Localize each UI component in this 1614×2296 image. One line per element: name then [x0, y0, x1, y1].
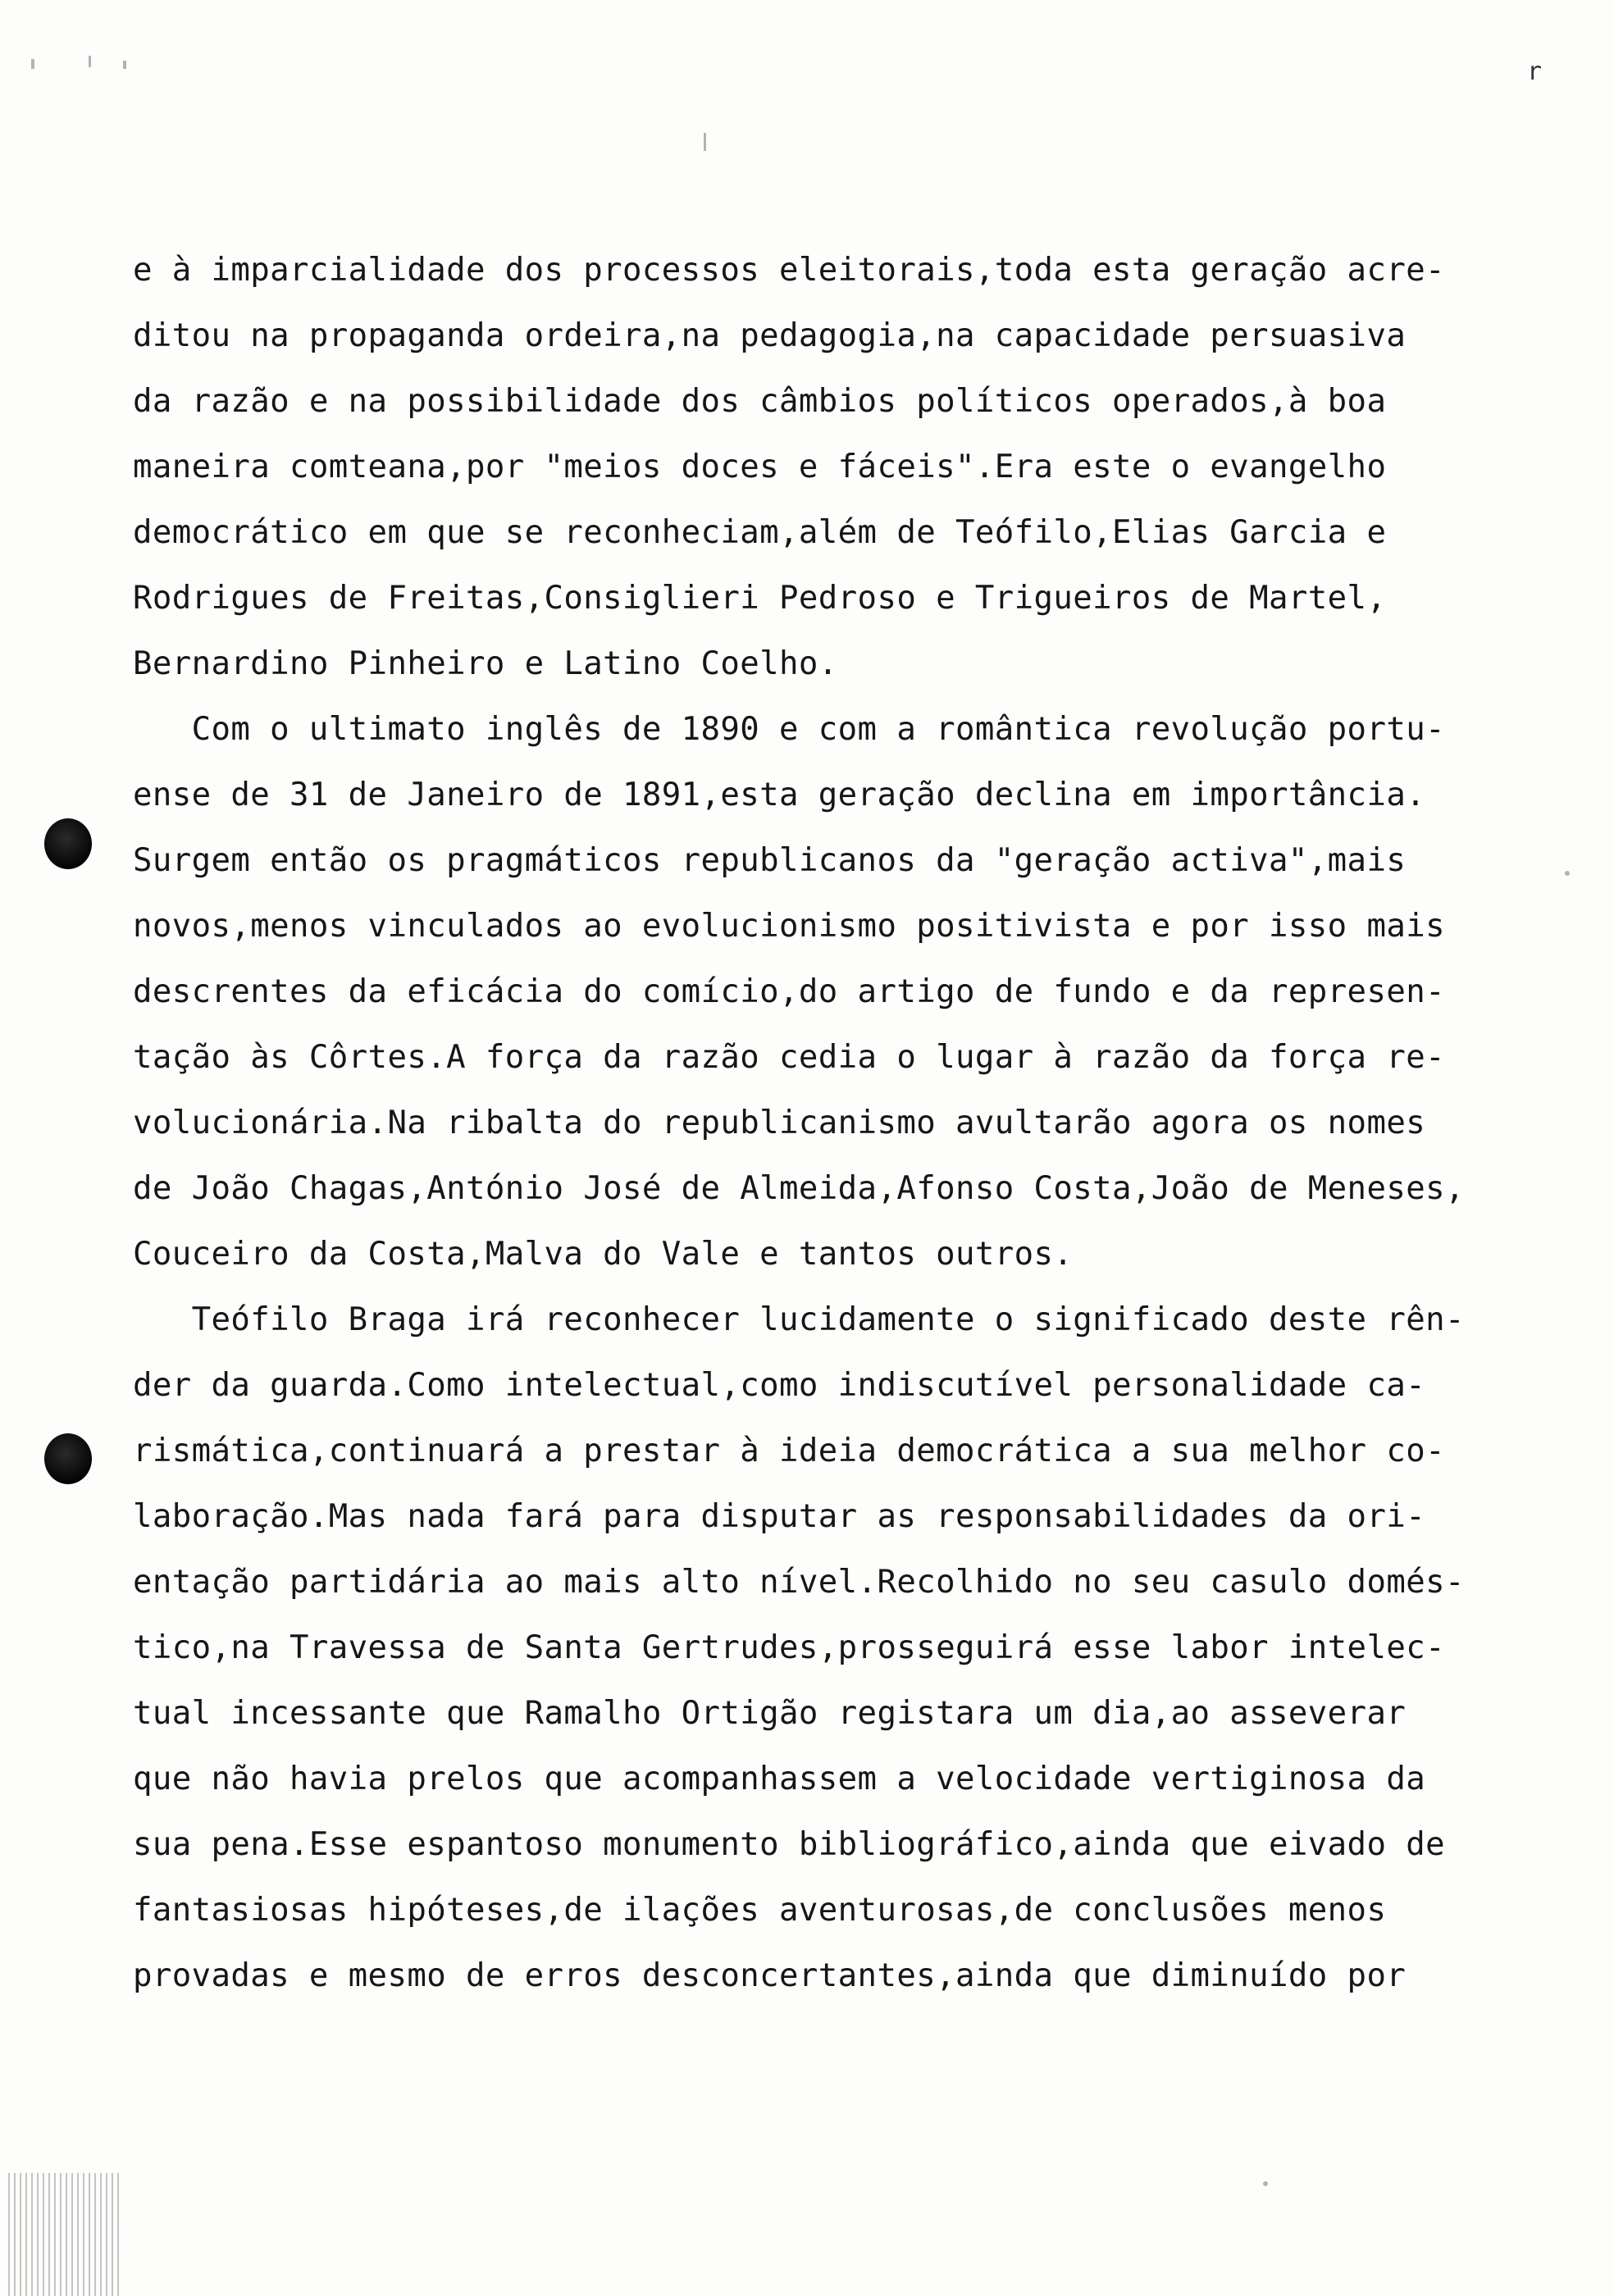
text-line: de João Chagas,António José de Almeida,Afonso Costa,João de Meneses,: [133, 1170, 1465, 1207]
text-line: da razão e na possibilidade dos câmbios políticos operados,à boa: [133, 383, 1387, 420]
scan-edge-texture-bottom: [8, 2173, 123, 2296]
text-line: Couceiro da Costa,Malva do Vale e tantos outros.: [133, 1236, 1074, 1273]
text-line: descrentes da eficácia do comício,do artigo de fundo e da represen-: [133, 973, 1445, 1010]
text-line: tual incessante que Ramalho Ortigão registara um dia,ao asseverar: [133, 1695, 1407, 1732]
text-line: democrático em que se reconheciam,além de Teófilo,Elias Garcia e: [133, 514, 1387, 551]
text-line: Rodrigues de Freitas,Consiglieri Pedroso e Trigueiros de Martel,: [133, 580, 1387, 617]
text-line: e à imparcialidade dos processos eleitorais,toda esta geração acre-: [133, 252, 1445, 289]
scan-speck-top-left: [31, 59, 34, 69]
text-line: Bernardino Pinheiro e Latino Coelho.: [133, 645, 838, 682]
text-line: novos,menos vinculados ao evolucionismo positivista e por isso mais: [133, 908, 1445, 945]
text-line: sua pena.Esse espantoso monumento bibliográfico,ainda que eivado de: [133, 1826, 1445, 1863]
text-line: tico,na Travessa de Santa Gertrudes,prosseguirá esse labor intelec-: [133, 1629, 1445, 1666]
text-line: rismática,continuará a prestar à ideia democrática a sua melhor co-: [133, 1433, 1445, 1469]
text-line: laboração.Mas nada fará para disputar as responsabilidades da ori-: [133, 1498, 1426, 1535]
text-line: Surgem então os pragmáticos republicanos da "geração activa",mais: [133, 842, 1407, 879]
text-line: entação partidária ao mais alto nível.Recolhido no seu casulo domés-: [133, 1564, 1465, 1601]
scan-speck-bottom: [1263, 2181, 1268, 2186]
punch-hole-lower: [44, 1433, 92, 1484]
text-line: der da guarda.Como intelectual,como indiscutível personalidade ca-: [133, 1367, 1426, 1404]
text-line: Com o ultimato inglês de 1890 e com a romântica revolução portu-: [133, 711, 1445, 748]
text-line: ense de 31 de Janeiro de 1891,esta geração declina em importância.: [133, 777, 1426, 813]
scan-speck-top-left-2: [89, 56, 91, 67]
text-line: tação às Côrtes.A força da razão cedia o lugar à razão da força re-: [133, 1039, 1445, 1076]
text-line: maneira comteana,por "meios doces e fáceis".Era este o evangelho: [133, 449, 1387, 485]
text-line: provadas e mesmo de erros desconcertantes,ainda que diminuído por: [133, 1957, 1407, 1994]
text-line: que não havia prelos que acompanhassem a velocidade vertiginosa da: [133, 1761, 1426, 1797]
text-line: fantasiosas hipóteses,de ilações aventurosas,de conclusões menos: [133, 1892, 1387, 1929]
text-line: ditou na propaganda ordeira,na pedagogia,na capacidade persuasiva: [133, 317, 1407, 354]
punch-hole-upper: [44, 818, 92, 869]
scan-speck-right: [1565, 871, 1570, 876]
scan-speck-top-left-3: [123, 61, 126, 69]
text-line: Teófilo Braga irá reconhecer lucidamente o significado deste rên-: [133, 1301, 1465, 1338]
page-number-marker: r: [1527, 57, 1543, 86]
scan-speck-top: [704, 133, 706, 151]
text-line: volucionária.Na ribalta do republicanismo avultarão agora os nomes: [133, 1105, 1426, 1141]
